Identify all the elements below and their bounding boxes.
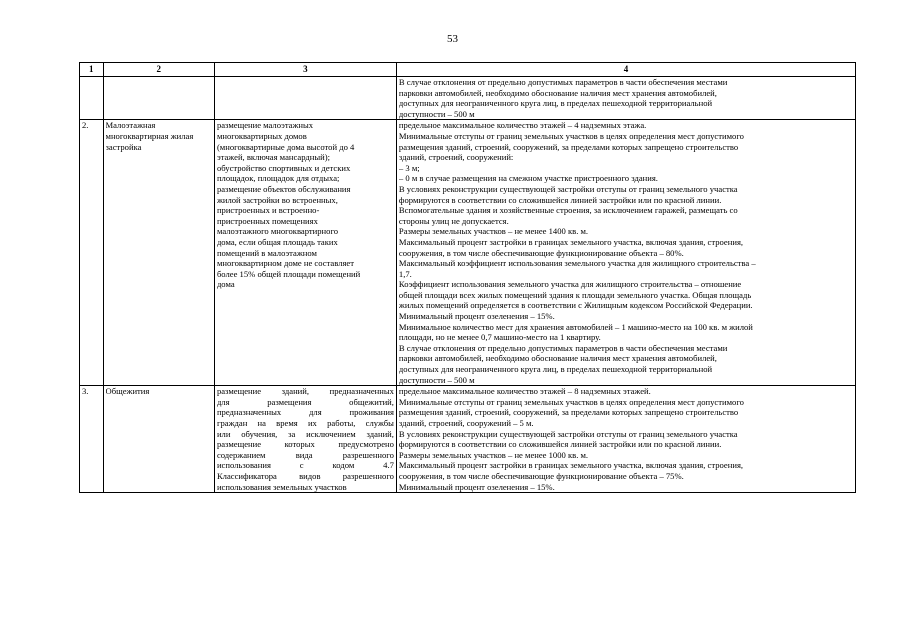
cell-text-line: В случае отклонения от предельно допустимых параметров в части обеспечения местами	[398, 77, 728, 87]
cell-text-line: жилой застройки во встроенных,	[216, 194, 338, 205]
cell-text-line: размещения зданий, строений, сооружений, за пределами которых запрещено строительство	[398, 407, 739, 418]
permitted-use-cell	[214, 120, 396, 386]
cell-text-line: пристроенных и встроенно-	[216, 205, 320, 216]
cell-text-line: Общежития	[105, 386, 150, 397]
cell-text-line: Вспомогательные здания и хозяйственные строения, за исключением гаражей, размещать со	[398, 205, 738, 216]
header-col-3: 3	[214, 63, 396, 77]
header-col-1: 1	[80, 63, 104, 77]
page-number: 53	[447, 33, 458, 45]
zone-name-cell	[103, 386, 214, 493]
row-number	[80, 77, 104, 120]
cell-text-line: жилых помещений определяется в соответствии с Жилищным кодексом Российской Федерации.	[398, 300, 753, 311]
cell-text-line: дома	[216, 279, 235, 290]
cell-text-line: Максимальный коэффициент использования земельного участка для жилищного строительства –	[398, 258, 756, 269]
table-row	[80, 386, 856, 493]
cell-text-line: Максимальный процент застройки в границах земельного участка, включая здания, строения,	[398, 236, 744, 247]
table-row	[80, 120, 856, 386]
cell-text-line: предназначенных для проживания	[216, 407, 394, 418]
cell-text-line: В условиях реконструкции существующей застройки отступы от границ земельного участка	[398, 428, 738, 439]
cell-text-line: размещения зданий, строений, сооружений, за пределами которых запрещено строительство	[398, 141, 739, 152]
parameters-cell	[396, 120, 855, 386]
cell-text-line: многоквартирных домов	[216, 130, 307, 141]
cell-text-line: формируются в соответствии со сложившейся линией застройки или по красной линии.	[398, 439, 722, 450]
cell-text-line: многоквартирном доме не составляет	[216, 258, 355, 269]
row-number: 3.	[80, 386, 104, 493]
cell-text-line: доступных для неограниченного круга лиц, в пределах пешеходной территориальной	[398, 364, 713, 375]
cell-text-line: содержанием вида разрешенного	[216, 449, 394, 460]
permitted-use-cell	[214, 77, 396, 120]
table-header-row	[80, 63, 856, 77]
zone-name-cell	[103, 120, 214, 386]
cell-text-line: общей площади всех жилых помещений здания к площади земельного участка. Общая площадь	[398, 289, 752, 300]
cell-text-line: парковки автомобилей, необходимо обоснование наличия мест хранения автомобилей,	[398, 87, 717, 98]
cell-text-line: или обучения, за исключением зданий,	[216, 428, 394, 439]
header-col-4: 4	[396, 63, 855, 77]
cell-text-line: этажей, включая мансардный);	[216, 152, 330, 163]
cell-text-line: Размеры земельных участков – не менее 1000 кв. м.	[398, 449, 589, 460]
cell-text-line: Минимальный процент озеленения – 15%.	[398, 481, 555, 492]
permitted-use-cell	[214, 386, 396, 493]
table-row	[80, 77, 856, 120]
cell-text-line: для размещения общежитий,	[216, 396, 394, 407]
cell-text-line: граждан на время их работы, службы	[216, 418, 394, 428]
cell-text-line: Минимальные отступы от границ земельных участков в целях определения мест допустимого	[398, 130, 744, 141]
cell-text-line: обустройство спортивных и детских	[216, 162, 351, 173]
cell-text-line: Минимальное количество мест для хранения автомобилей – 1 машино-место на 100 кв. м жилой	[398, 321, 753, 332]
cell-text-line: более 15% общей площади помещений	[216, 268, 361, 279]
cell-text-line: Максимальный процент застройки в границах земельного участка, включая здания, строения,	[398, 460, 744, 471]
cell-text-line: Размеры земельных участков – не менее 1400 кв. м.	[398, 226, 589, 237]
cell-text-line: стороны улиц не допускается.	[398, 215, 509, 226]
cell-text-line: Минимальные отступы от границ земельных участков в целях определения мест допустимого	[398, 396, 744, 407]
cell-text-line: доступности – 500 м	[398, 108, 475, 119]
cell-text-line: Минимальный процент озеленения – 15%.	[398, 311, 555, 322]
cell-text-line: Малоэтажная	[105, 120, 156, 131]
cell-text-line: зданий, строений, сооружений – 5 м.	[398, 418, 534, 428]
cell-text-line: размещение объектов обслуживания	[216, 183, 351, 194]
cell-text-line: использования с кодом 4.7	[216, 460, 394, 471]
cell-text-line: 1,7.	[398, 268, 412, 279]
cell-text-line: размещение которых предусмотрено	[216, 439, 394, 450]
cell-text-line: размещение зданий, предназначенных	[216, 386, 394, 397]
regulations-table	[79, 62, 856, 493]
cell-text-line: – 0 м в случае размещения на смежном участке пристроенного здания.	[398, 173, 658, 184]
cell-text-line: использования земельных участков	[216, 481, 347, 492]
cell-text-line: размещение малоэтажных	[216, 120, 314, 131]
cell-text-line: площадок, площадок для отдыха;	[216, 173, 340, 184]
cell-text-line: В случае отклонения от предельно допустимых параметров в части обеспечения местами	[398, 342, 728, 353]
cell-text-line: – 3 м;	[398, 162, 420, 173]
cell-text-line: зданий, строений, сооружений:	[398, 152, 514, 163]
header-col-2: 2	[103, 63, 214, 77]
cell-text-line: помещений в малоэтажном	[216, 247, 317, 258]
cell-text-line: площади, но не менее 0,7 машино-место на 1 квартиру.	[398, 332, 601, 343]
cell-text-line: пристроенных помещениях	[216, 215, 318, 226]
cell-text-line: (многоквартирные дома высотой до 4	[216, 141, 355, 152]
cell-text-line: сооружения, в том числе обеспечивающие функционирование объекта – 80%.	[398, 247, 684, 258]
cell-text-line: Коэффициент использования земельного участка для жилищного строительства – отношение	[398, 279, 742, 290]
cell-text-line: парковки автомобилей, необходимо обоснование наличия мест хранения автомобилей,	[398, 353, 717, 364]
row-number: 2.	[80, 120, 104, 386]
cell-text-line: доступных для неограниченного круга лиц, в пределах пешеходной территориальной	[398, 98, 713, 109]
parameters-cell	[396, 386, 855, 493]
cell-text-line: В условиях реконструкции существующей застройки отступы от границ земельного участка	[398, 183, 738, 194]
cell-text-line: дома, если общая площадь таких	[216, 236, 338, 247]
cell-text-line: малоэтажного многоквартирного	[216, 226, 339, 237]
cell-text-line: многоквартирная жилая	[105, 130, 194, 141]
cell-text-line: застройка	[105, 141, 142, 152]
parameters-cell	[396, 77, 855, 120]
cell-text-line: Классификатора видов разрешенного	[216, 470, 394, 481]
zone-name-cell	[103, 77, 214, 120]
cell-text-line: предельное максимальное количество этажей – 4 надземных этажа.	[398, 120, 647, 131]
cell-text-line: предельное максимальное количество этажей – 8 надземных этажей.	[398, 386, 651, 397]
cell-text-line: доступности – 500 м	[398, 374, 475, 385]
cell-text-line: сооружения, в том числе обеспечивающие функционирование объекта – 75%.	[398, 470, 684, 481]
cell-text-line: формируются в соответствии со сложившейся линией застройки или по красной линии.	[398, 194, 722, 205]
